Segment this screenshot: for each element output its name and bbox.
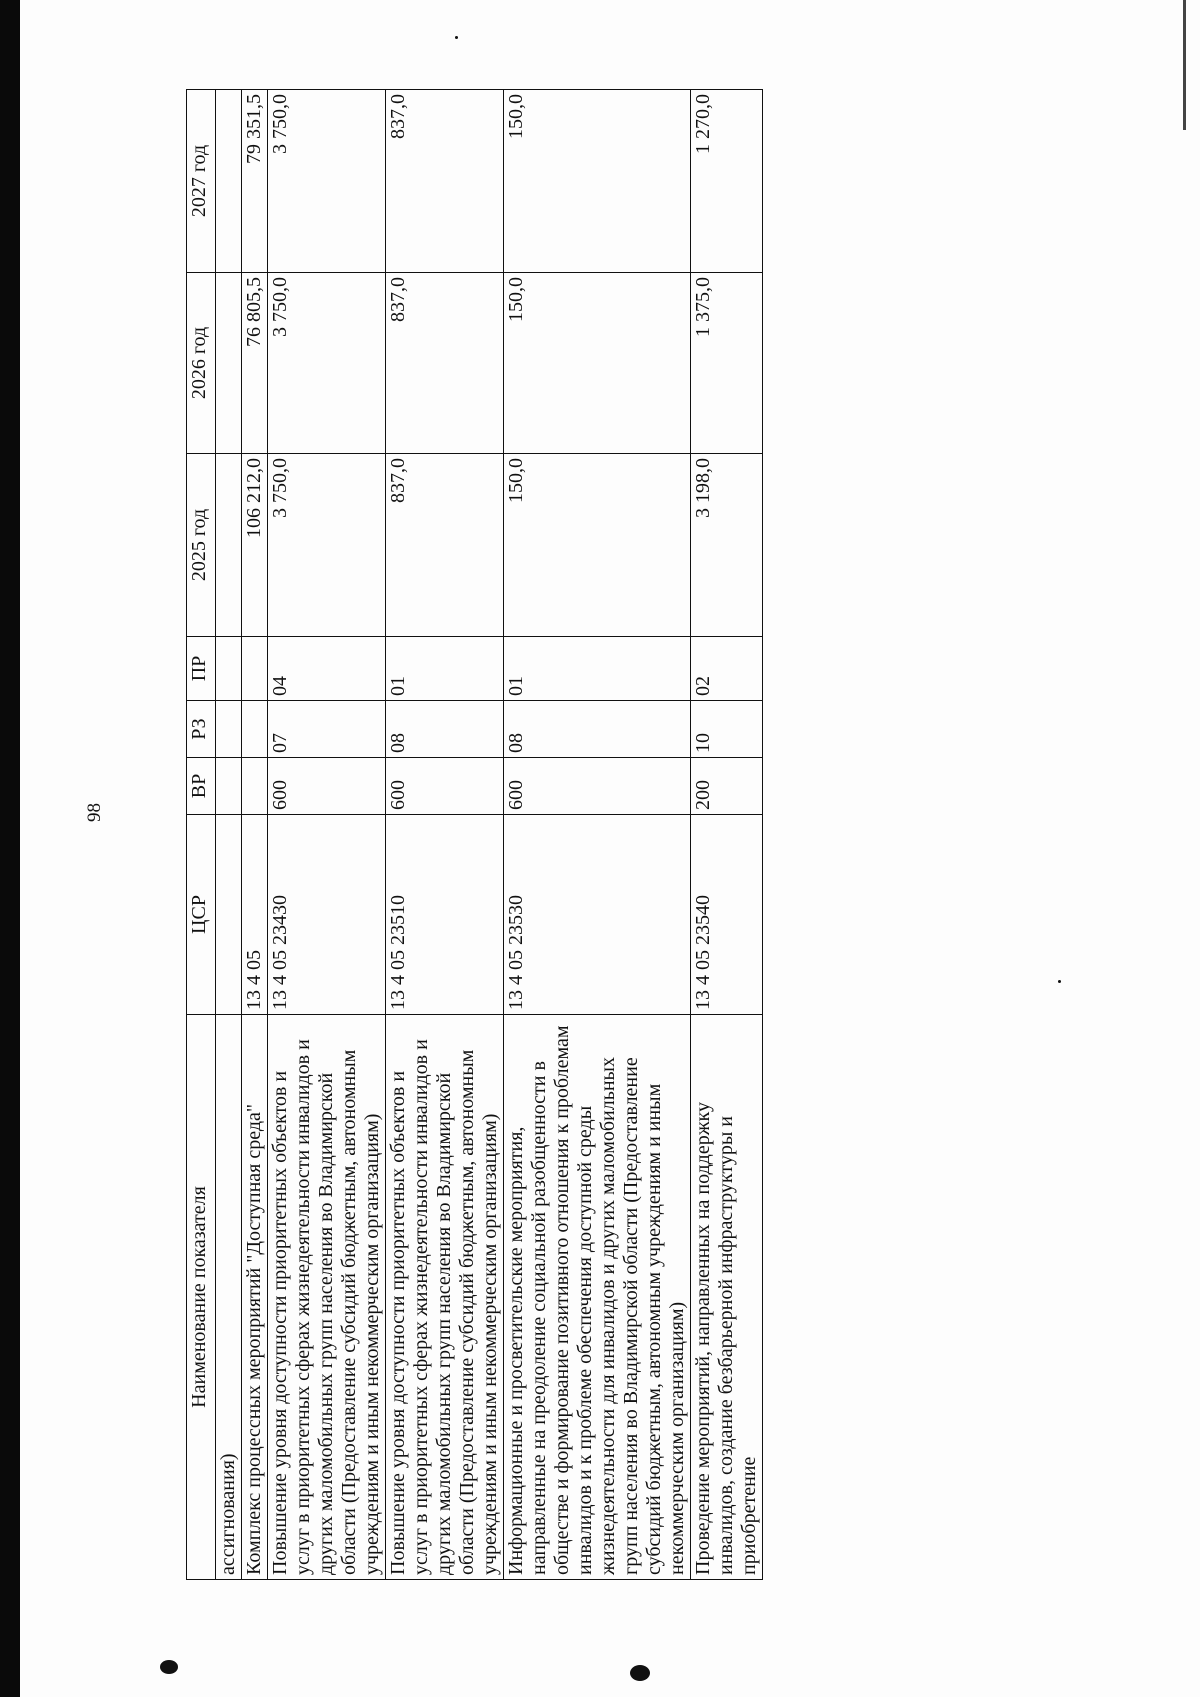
cell-pr: [216, 637, 242, 701]
cell-2025: 150,0: [504, 454, 691, 637]
cell-2025: [216, 454, 242, 637]
cell-name: Информационные и просветительские мероприятия, направленные на преодоление социальной разобщенности в обществе и формирование позитивного отношения к проблемам инвалидов и к проблеме обеспечения доступной среды жизнедеятельности для инвалидов и других маломобильных групп населения во Владимирской области (Предоставление субсидий бюджетным, автономным учреждениям и иным некоммерческим организациям): [504, 1015, 691, 1580]
cell-2027: 79 351,5: [242, 90, 268, 273]
budget-table: [186, 89, 763, 1580]
rotated-table-wrapper: [186, 90, 1086, 1580]
cell-pr: 01: [504, 637, 691, 701]
cell-2027: 3 750,0: [268, 90, 386, 273]
cell-vr: 600: [268, 758, 386, 815]
cell-2026: 3 750,0: [268, 273, 386, 454]
table-row: [216, 90, 242, 1580]
header-name: Наименование показателя: [187, 1015, 216, 1580]
cell-2026: 1 375,0: [691, 273, 763, 454]
cell-pr: 04: [268, 637, 386, 701]
cell-2027: [216, 90, 242, 273]
header-rz: РЗ: [187, 701, 216, 758]
cell-csr: 13 4 05: [242, 815, 268, 1015]
table-header-row: [187, 90, 216, 1580]
cell-2027: 150,0: [504, 90, 691, 273]
scan-speck: [160, 1660, 178, 1674]
cell-2026: 150,0: [504, 273, 691, 454]
cell-2025: 837,0: [386, 454, 504, 637]
cell-rz: 08: [386, 701, 504, 758]
cell-2025: 3 750,0: [268, 454, 386, 637]
cell-name: Повышение уровня доступности приоритетных объектов и услуг в приоритетных сферах жизнедеятельности инвалидов и других маломобильных групп населения во Владимирской области (Предоставление субсидий бюджетным, автономным учреждениям и иным некоммерческим организациям): [386, 1015, 504, 1580]
cell-vr: 200: [691, 758, 763, 815]
cell-name: Проведение мероприятий, направленных на поддержку инвалидов, создание безбарьерной инфраструктуры и приобретение: [691, 1015, 763, 1580]
header-csr: ЦСР: [187, 815, 216, 1015]
header-2026: 2026 год: [187, 273, 216, 454]
header-pr: ПР: [187, 637, 216, 701]
cell-pr: 02: [691, 637, 763, 701]
cell-vr: 600: [504, 758, 691, 815]
cell-csr: 13 4 05 23540: [691, 815, 763, 1015]
cell-vr: [242, 758, 268, 815]
cell-rz: 07: [268, 701, 386, 758]
cell-rz: [216, 701, 242, 758]
cell-name: Повышение уровня доступности приоритетных объектов и услуг в приоритетных сферах жизнедеятельности инвалидов и других маломобильных групп населения во Владимирской области (Предоставление субсидий бюджетным, автономным учреждениям и иным некоммерческим организациям): [268, 1015, 386, 1580]
cell-rz: [242, 701, 268, 758]
scan-edge-shadow: [0, 0, 20, 1697]
cell-2026: [216, 273, 242, 454]
cell-name: ассигнования): [216, 1015, 242, 1580]
header-2027: 2027 год: [187, 90, 216, 273]
cell-csr: 13 4 05 23510: [386, 815, 504, 1015]
cell-2027: 1 270,0: [691, 90, 763, 273]
table-row: [386, 90, 504, 1580]
cell-2025: 3 198,0: [691, 454, 763, 637]
cell-csr: 13 4 05 23530: [504, 815, 691, 1015]
header-vr: ВР: [187, 758, 216, 815]
scan-edge-mark: [1183, 0, 1186, 130]
scan-speck: [455, 36, 458, 39]
page-number: 98: [84, 803, 105, 822]
cell-pr: 01: [386, 637, 504, 701]
cell-vr: [216, 758, 242, 815]
scan-speck: [630, 1665, 650, 1681]
cell-rz: 10: [691, 701, 763, 758]
table-row: [268, 90, 386, 1580]
header-2025: 2025 год: [187, 454, 216, 637]
table-row: [504, 90, 691, 1580]
cell-name: Комплекс процессных мероприятий "Доступная среда": [242, 1015, 268, 1580]
cell-2027: 837,0: [386, 90, 504, 273]
cell-vr: 600: [386, 758, 504, 815]
cell-csr: 13 4 05 23430: [268, 815, 386, 1015]
cell-2026: 76 805,5: [242, 273, 268, 454]
cell-2025: 106 212,0: [242, 454, 268, 637]
cell-2026: 837,0: [386, 273, 504, 454]
table-row: [691, 90, 763, 1580]
cell-pr: [242, 637, 268, 701]
cell-rz: 08: [504, 701, 691, 758]
table-row: [242, 90, 268, 1580]
cell-csr: [216, 815, 242, 1015]
